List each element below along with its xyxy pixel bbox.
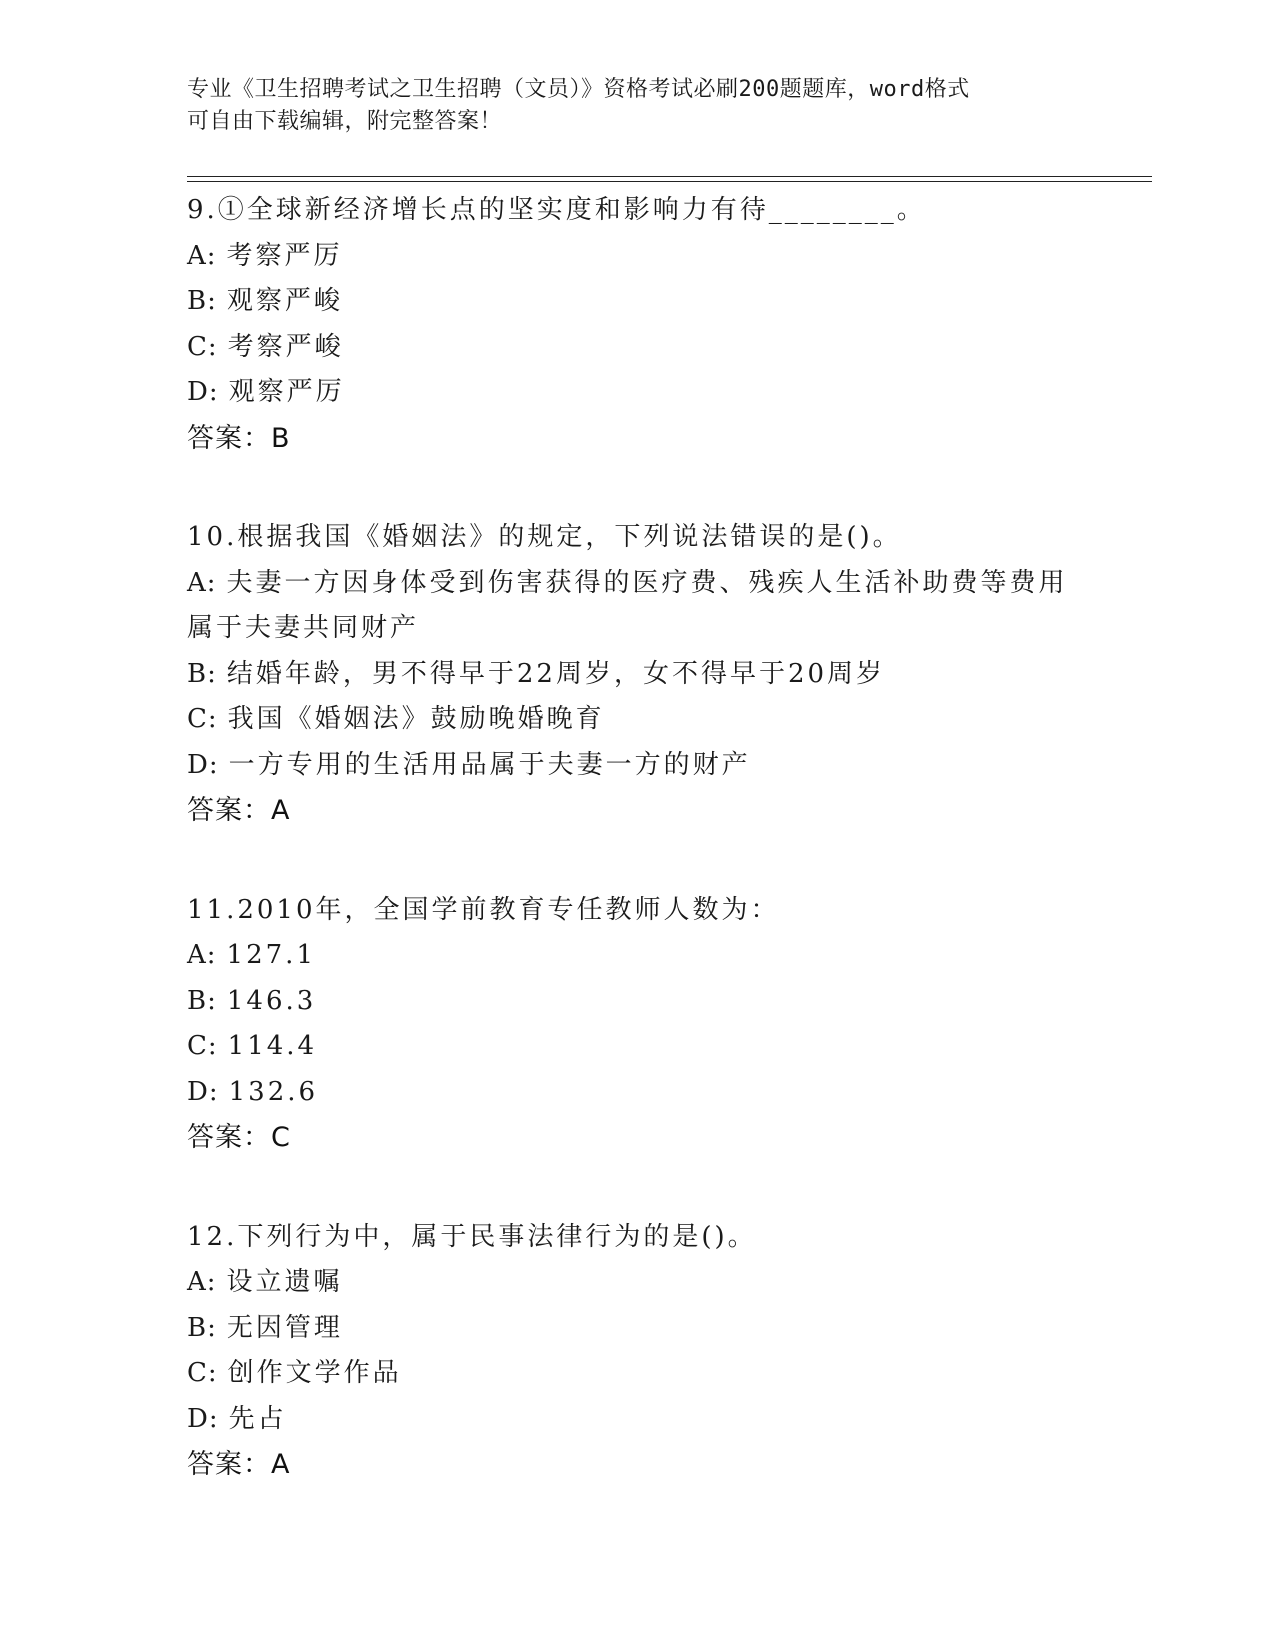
option-label: A: xyxy=(187,940,217,970)
option-b xyxy=(187,1306,1087,1352)
option-text: 夫妻一方因身体受到伤害获得的医疗费、残疾人生活补助费等费用 xyxy=(226,567,1068,598)
option-label: A: xyxy=(187,567,217,598)
option-text: 设立遗嘱 xyxy=(226,1267,343,1297)
option-text: 结婚年龄，男不得早于22周岁，女不得早于20周岁 xyxy=(226,658,886,689)
question-11 xyxy=(187,888,1087,1161)
question-stem: 9.①全球新经济增长点的坚实度和影响力有待________。 xyxy=(187,195,926,225)
option-text: 观察严峻 xyxy=(226,286,343,316)
option-text: 132.6 xyxy=(228,1076,319,1107)
question-10 xyxy=(187,515,1087,834)
option-text: 一方专用的生活用品属于夫妻一方的财产 xyxy=(228,749,751,780)
option-label: C: xyxy=(187,331,218,362)
question-9 xyxy=(187,188,1087,461)
option-c xyxy=(187,1351,1087,1397)
answer-line: 答案：C xyxy=(187,1122,291,1153)
option-label: B: xyxy=(187,1312,217,1343)
option-label: D: xyxy=(187,1076,219,1107)
option-label: B: xyxy=(187,985,217,1016)
option-label: B: xyxy=(187,286,217,316)
document-header xyxy=(187,74,1067,138)
option-label: D: xyxy=(187,749,219,780)
option-text: 114.4 xyxy=(227,1031,318,1061)
question-stem: 11.2010年，全国学前教育专任教师人数为： xyxy=(187,894,780,925)
answer-line: 答案：A xyxy=(187,1449,291,1480)
option-label: A: xyxy=(187,1267,217,1297)
option-label: A: xyxy=(187,240,217,271)
option-d xyxy=(187,1070,1087,1116)
option-text: 考察严峻 xyxy=(227,331,344,362)
option-text: 先占 xyxy=(228,1403,287,1434)
option-b xyxy=(187,652,1087,698)
answer-line: 答案：B xyxy=(187,422,291,454)
option-d xyxy=(187,370,1087,416)
header-line-1: 专业《卫生招聘考试之卫生招聘（文员）》资格考试必刷200题题库，word格式 xyxy=(187,77,970,102)
option-text: 创作文学作品 xyxy=(227,1358,402,1388)
option-label: B: xyxy=(187,658,217,689)
option-b xyxy=(187,979,1087,1025)
question-list xyxy=(187,188,1087,1542)
option-a xyxy=(187,933,1087,979)
option-c xyxy=(187,325,1087,371)
option-d xyxy=(187,1397,1087,1443)
option-a xyxy=(187,234,1087,280)
question-stem: 12.下列行为中，属于民事法律行为的是()。 xyxy=(187,1221,757,1252)
header-rule-bottom xyxy=(187,181,1152,182)
option-text: 观察严厉 xyxy=(228,377,345,407)
option-text: 无因管理 xyxy=(226,1312,343,1343)
option-c xyxy=(187,1024,1087,1070)
option-label: D: xyxy=(187,1403,219,1434)
option-d xyxy=(187,743,1087,789)
header-line-2: 可自由下载编辑，附完整答案！ xyxy=(187,109,503,134)
option-text: 考察严厉 xyxy=(226,240,343,271)
question-12 xyxy=(187,1215,1087,1488)
option-a-continued: 属于夫妻共同财产 xyxy=(187,613,420,643)
option-label: C: xyxy=(187,1358,218,1388)
option-text: 我国《婚姻法》鼓励晚婚晚育 xyxy=(227,704,605,734)
option-text: 127.1 xyxy=(226,940,316,970)
option-c xyxy=(187,697,1087,743)
option-a xyxy=(187,1260,1087,1306)
option-label: D: xyxy=(187,377,219,407)
option-b xyxy=(187,279,1087,325)
option-label: C: xyxy=(187,704,218,734)
answer-line: 答案：A xyxy=(187,795,291,826)
question-stem: 10.根据我国《婚姻法》的规定，下列说法错误的是()。 xyxy=(187,522,902,552)
header-rule-top xyxy=(187,176,1152,177)
option-label: C: xyxy=(187,1031,218,1061)
option-text: 146.3 xyxy=(226,985,317,1016)
option-a xyxy=(187,561,1087,607)
